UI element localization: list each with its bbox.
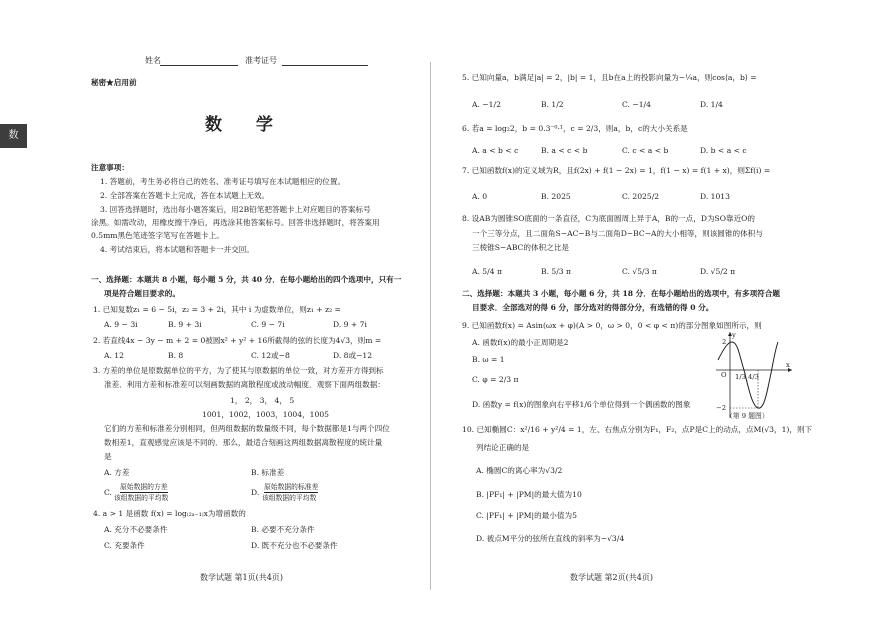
name-label: 姓名 bbox=[145, 56, 161, 65]
exam-number-blank[interactable] bbox=[282, 65, 368, 66]
q3-option-a: A. 方差 bbox=[104, 468, 130, 477]
exam-page-1 bbox=[0, 0, 430, 620]
secret-label: 秘密★启用前 bbox=[91, 78, 137, 87]
graph-x-label: x bbox=[786, 361, 790, 369]
notes-heading: 注意事项： bbox=[91, 163, 129, 172]
q8-option-d: D. √5/2 π bbox=[700, 267, 736, 276]
q6-option-c: C. c < a < b bbox=[622, 146, 669, 155]
section2-heading: 二、选择题：本题共 3 小题，每小题 6 分，共 18 分．在每小题给出的选项中，有多项符合题 bbox=[462, 289, 780, 298]
q3-line: 它们的方差和标准差分别相同，但两组数据的数量级不同，每个数据都是1与两个四位 bbox=[104, 424, 390, 433]
q3-option-d-denominator: 该组数据的平均数 bbox=[262, 494, 317, 502]
graph-tick-4-3: 4/3 bbox=[748, 373, 759, 381]
note-item: 涂黑。如需改动，用橡皮擦干净后，再选涂其他答案标号。回答非选择题时，将答案用 bbox=[91, 218, 380, 227]
name-blank[interactable] bbox=[160, 65, 238, 66]
q2-option-b: B. 8 bbox=[168, 351, 184, 360]
q4-option-a: A. 充分不必要条件 bbox=[104, 525, 168, 534]
q5-option-a: A. −1/2 bbox=[472, 100, 501, 109]
q8-line: 8. 设AB为圆锥SO底面的一条直径，C为底面圆周上异于A，B的一点，D为SO靠近O的 bbox=[462, 214, 755, 223]
q9-option-a: A. 函数f(x)的最小正周期是2 bbox=[472, 338, 569, 347]
q10-option-c: C. |PF₁| + |PM|的最小值为5 bbox=[476, 511, 577, 520]
q7-option-c: C. 2025/2 bbox=[622, 192, 660, 201]
q5-option-b: B. 1/2 bbox=[541, 100, 564, 109]
note-item: 4. 考试结束后，将本试题和答题卡一并交回。 bbox=[100, 245, 254, 254]
q7-option-a: A. 0 bbox=[472, 192, 488, 201]
graph-tick-1-3: 1/3 bbox=[735, 373, 746, 381]
q5-option-c: C. −1/4 bbox=[622, 100, 651, 109]
q2-option-d: D. 8或−12 bbox=[333, 351, 373, 360]
page-divider bbox=[430, 62, 431, 590]
exam-title: 数 学 bbox=[205, 115, 287, 135]
q3-data-set-2: 1001，1002，1003，1004，1005 bbox=[202, 410, 330, 419]
q5-option-d: D. 1/4 bbox=[700, 100, 723, 109]
q8-option-c: C. √5/3 π bbox=[622, 267, 657, 276]
section1-heading: 一、选择题：本题共 8 小题，每小题 5 分，共 40 分．在每小题给出的四个选项中，只有一 bbox=[91, 275, 402, 284]
q8-line: 三棱锥S−ABC的体积之比是 bbox=[472, 243, 569, 252]
subject-tab: 数 bbox=[0, 124, 27, 148]
q9-graph-caption: （第 9 题图） bbox=[726, 412, 769, 420]
graph-y-label: y bbox=[732, 331, 736, 339]
q1-stem: 1. 已知复数z₁ = 6 − 5i，z₂ = 3 + 2i，其中 i 为虚数单位，则z₁ + z₂ = bbox=[93, 305, 341, 314]
q8-option-b: B. 5/3 π bbox=[541, 267, 572, 276]
section1-heading-cont: 项是符合题目要求的。 bbox=[104, 289, 180, 298]
q6-option-b: B. a < c < b bbox=[541, 146, 588, 155]
q9-option-b: B. ω = 1 bbox=[472, 355, 505, 364]
q7-option-b: B. 2025 bbox=[541, 192, 571, 201]
graph-ymin-label: −2 bbox=[716, 404, 727, 412]
q3-line: 3. 方差的单位是原数据单位的平方，为了使其与原数据的单位一致，对方差开方得到标 bbox=[93, 366, 384, 375]
q2-stem: 2. 若直线4x − 3y − m + 2 = 0被圆x² + y² + 16所截得的弦的长度为4√3，则m = bbox=[93, 336, 382, 345]
exam-number-label: 准考证号 bbox=[245, 56, 277, 65]
q4-stem: 4. a > 1 是函数 f(x) = log₍₂ₐ₋₁₎x为增函数的 bbox=[93, 509, 246, 518]
q8-line: 一个三等分点，且二面角S−AC−B与二面角D−BC−A的大小相等，则该圆锥的体积与 bbox=[472, 229, 763, 238]
q3-data-set-1: 1， 2， 3， 4， 5 bbox=[230, 396, 295, 405]
note-item: 0.5mm黑色笔迹签字笔写在答题卡上。 bbox=[91, 231, 224, 240]
q3-option-d-label: D. bbox=[251, 488, 260, 497]
q2-option-c: C. 12或−8 bbox=[251, 351, 290, 360]
q1-option-b: B. 9 + 3i bbox=[168, 320, 202, 329]
q6-stem: 6. 若a = log₂2，b = 0.3⁻⁰·¹，c = 2/3，则a，b，c的大小关系是 bbox=[462, 124, 688, 133]
q9-function-graph bbox=[712, 330, 794, 420]
q9-option-d: D. 函数y = f(x)的图象向右平移1/6个单位得到一个偶函数的图象 bbox=[472, 400, 691, 409]
q2-option-a: A. 12 bbox=[104, 351, 124, 360]
q1-option-a: A. 9 − 3i bbox=[104, 320, 138, 329]
q9-option-c: C. φ = 2/3 π bbox=[472, 375, 519, 384]
section2-heading-cont: 目要求．全部选对的得 6 分，部分选对的得部分分，有选错的得 0 分。 bbox=[472, 303, 714, 312]
graph-ymax-label: 2 bbox=[722, 338, 727, 346]
q10-option-a: A. 椭圆C的离心率为√3/2 bbox=[476, 466, 563, 475]
q3-option-c-label: C. bbox=[104, 488, 112, 497]
q1-option-d: D. 9 + 7i bbox=[333, 320, 367, 329]
q4-option-b: B. 必要不充分条件 bbox=[251, 525, 315, 534]
note-item: 2. 全部答案在答题卡上完成，答在本试题上无效。 bbox=[100, 191, 270, 200]
q9-stem: 9. 已知函数f(x) = Asin(ωx + φ)(A > 0，ω > 0，0 < φ < π)的部分图象如图所示，则 bbox=[462, 321, 762, 330]
q3-line: 准差．利用方差和标准差可以刻画数据的离散程度或波动幅度．观察下面两组数据： bbox=[104, 380, 385, 389]
q7-stem: 7. 已知函数f(x)的定义域为R，且f(2x) + f(1 − 2x) = 1，f(1 − x) = f(1 + x)，则Σf(i) = bbox=[462, 166, 771, 175]
q5-stem: 5. 已知向量a，b满足|a| = 2，|b| = 1，且b在a上的投影向量为−¼a，则cos⟨a，b⟩ = bbox=[462, 73, 757, 82]
q4-option-d: D. 既不充分也不必要条件 bbox=[251, 541, 338, 550]
q3-line: 是 bbox=[104, 452, 112, 461]
q6-option-a: A. a < b < c bbox=[472, 146, 519, 155]
q1-option-c: C. 9 − 7i bbox=[251, 320, 285, 329]
q6-option-d: D. b < a < c bbox=[700, 146, 747, 155]
q3-line: 数相差1，直观感觉应该是不同的．那么，最适合刻画这两组数据离散程度的统计量 bbox=[104, 438, 383, 447]
q3-option-d-numerator: 原始数据的标准差 bbox=[264, 483, 319, 491]
q10-option-b: B. |PF₁| + |PM|的最大值为10 bbox=[476, 490, 582, 499]
q10-line: 10. 已知椭圆C：x²/16 + y²/4 = 1，左、右焦点分别为F₁，F₂，点P是C上的动点，点M(√3，1)，则下 bbox=[462, 425, 813, 434]
q4-option-c: C. 充要条件 bbox=[104, 541, 145, 550]
q3-option-b: B. 标准差 bbox=[251, 468, 285, 477]
q8-option-a: A. 5/4 π bbox=[472, 267, 502, 276]
note-item: 3. 回答选择题时，选出每小题答案后，用2B铅笔把答题卡上对应题目的答案标号 bbox=[100, 205, 371, 214]
q7-option-d: D. 1013 bbox=[700, 192, 730, 201]
q3-option-c-numerator: 原始数据的方差 bbox=[120, 483, 168, 491]
q10-option-d: D. 被点M平分的弦所在直线的斜率为−√3/4 bbox=[476, 534, 625, 543]
note-item: 1. 答题前，考生务必将自己的姓名、准考证号填写在本试题相应的位置。 bbox=[100, 177, 346, 186]
q3-option-c-denominator: 该组数据的平均数 bbox=[114, 494, 169, 502]
page-1-footer: 数学试题 第1页(共4页) bbox=[200, 573, 283, 582]
page-2-footer: 数学试题 第2页(共4页) bbox=[570, 573, 653, 582]
graph-origin-label: O bbox=[721, 371, 727, 379]
q10-line: 列结论正确的是 bbox=[476, 443, 530, 452]
